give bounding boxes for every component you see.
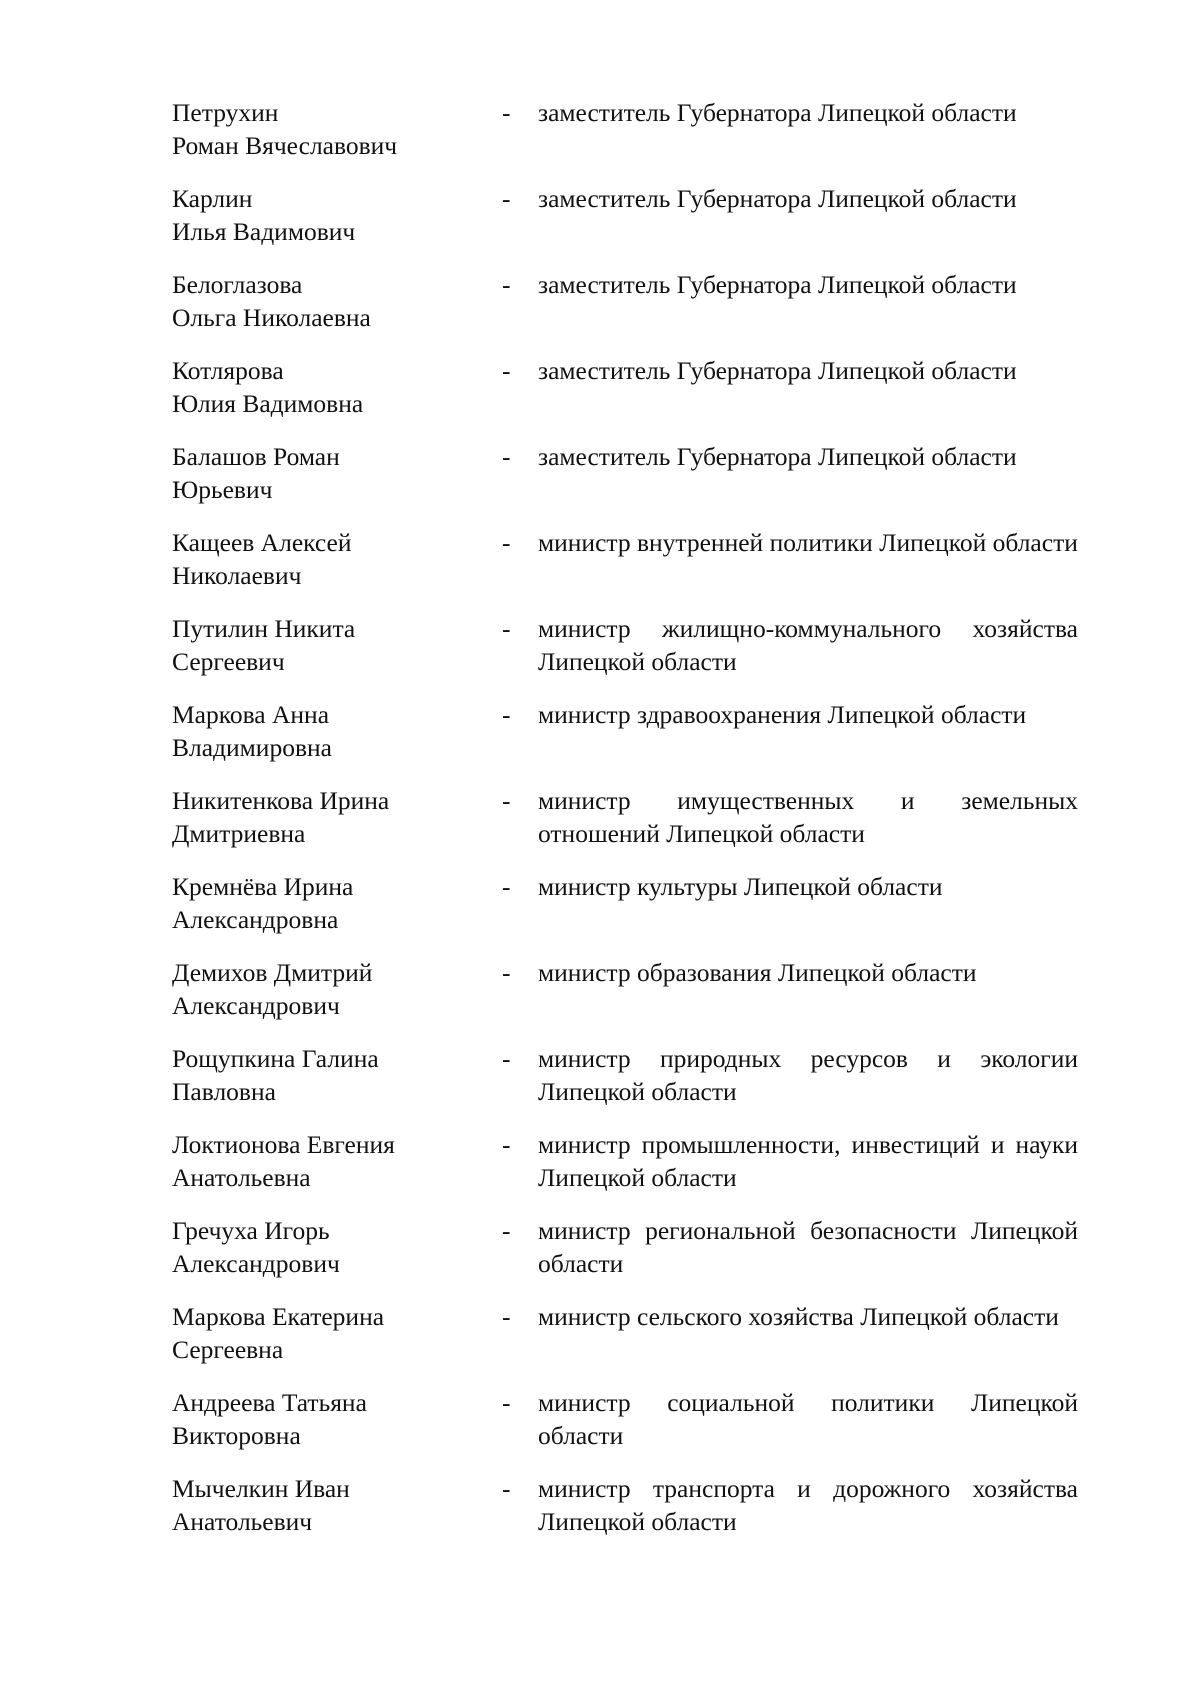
person-name <box>172 870 492 936</box>
person-name <box>172 526 492 592</box>
surname-line: Балашов Роман <box>172 442 340 471</box>
surname-line: Рощупкина Галина <box>172 1044 379 1073</box>
given-names-line: Павловна <box>172 1077 276 1106</box>
list-item <box>172 870 1078 956</box>
list-item <box>172 784 1078 870</box>
given-names-line: Сергеевич <box>172 647 285 676</box>
dash-separator: - <box>502 958 511 987</box>
person-name <box>172 698 492 764</box>
position-title: министр сельского хозяйства Липецкой области <box>538 1302 1059 1331</box>
given-names-line: Александровна <box>172 905 339 934</box>
person-name <box>172 440 492 506</box>
dash-separator: - <box>502 1216 511 1245</box>
given-names-line: Дмитриевна <box>172 819 306 848</box>
list-item <box>172 956 1078 1042</box>
position-title: министр промышленности, инвестиций и науки Липецкой области <box>538 1130 1078 1192</box>
dash-separator: - <box>502 872 511 901</box>
dash-separator: - <box>502 1302 511 1331</box>
person-name <box>172 354 492 420</box>
list-item <box>172 526 1078 612</box>
position-title: министр имущественных и земельных отношений Липецкой области <box>538 786 1078 848</box>
given-names-line: Юлия Вадимовна <box>172 389 364 418</box>
given-names-line: Александрович <box>172 991 340 1020</box>
position-title: заместитель Губернатора Липецкой области <box>538 98 1017 127</box>
dash-separator: - <box>502 1388 511 1417</box>
surname-line: Кащеев Алексей <box>172 528 352 557</box>
list-item <box>172 1042 1078 1128</box>
surname-line: Котлярова <box>172 356 284 385</box>
position-title: министр здравоохранения Липецкой области <box>538 700 1027 729</box>
given-names-line: Владимировна <box>172 733 332 762</box>
surname-line: Андреева Татьяна <box>172 1388 367 1417</box>
position-title: министр природных ресурсов и экологии Липецкой области <box>538 1044 1078 1106</box>
position-title: министр социальной политики Липецкой области <box>538 1388 1078 1450</box>
list-item <box>172 268 1078 354</box>
dash-separator: - <box>502 528 511 557</box>
given-names-line: Николаевич <box>172 561 302 590</box>
position-title: заместитель Губернатора Липецкой области <box>538 270 1017 299</box>
person-name <box>172 1386 492 1452</box>
document-page <box>172 96 1078 1558</box>
position-title: заместитель Губернатора Липецкой области <box>538 356 1017 385</box>
list-item <box>172 1386 1078 1472</box>
position-title: министр культуры Липецкой области <box>538 872 943 901</box>
list-item <box>172 612 1078 698</box>
dash-separator: - <box>502 1044 511 1073</box>
person-name <box>172 1042 492 1108</box>
position-title: министр внутренней политики Липецкой области <box>538 528 1078 557</box>
list-item <box>172 1472 1078 1558</box>
position-title: министр транспорта и дорожного хозяйства Липецкой области <box>538 1474 1078 1536</box>
position-title: заместитель Губернатора Липецкой области <box>538 442 1017 471</box>
dash-separator: - <box>502 786 511 815</box>
given-names-line: Сергеевна <box>172 1335 284 1364</box>
given-names-line: Роман Вячеславович <box>172 131 398 160</box>
position-title: министр региональной безопасности Липецкой области <box>538 1216 1078 1278</box>
position-title: министр образования Липецкой области <box>538 958 977 987</box>
list-item <box>172 698 1078 784</box>
given-names-line: Юрьевич <box>172 475 273 504</box>
surname-line: Локтионова Евгения <box>172 1130 395 1159</box>
dash-separator: - <box>502 1130 511 1159</box>
surname-line: Никитенкова Ирина <box>172 786 390 815</box>
surname-line: Путилин Никита <box>172 614 356 643</box>
person-name <box>172 1214 492 1280</box>
surname-line: Маркова Анна <box>172 700 330 729</box>
surname-line: Маркова Екатерина <box>172 1302 385 1331</box>
list-item <box>172 354 1078 440</box>
person-name <box>172 1300 492 1366</box>
given-names-line: Анатольевна <box>172 1163 311 1192</box>
surname-line: Кремнёва Ирина <box>172 872 354 901</box>
surname-line: Демихов Дмитрий <box>172 958 373 987</box>
surname-line: Гречуха Игорь <box>172 1216 330 1245</box>
dash-separator: - <box>502 356 511 385</box>
given-names-line: Ольга Николаевна <box>172 303 371 332</box>
position-title: министр жилищно-коммунального хозяйства Липецкой области <box>538 614 1078 676</box>
given-names-line: Илья Вадимович <box>172 217 356 246</box>
person-name <box>172 1128 492 1194</box>
dash-separator: - <box>502 184 511 213</box>
person-name <box>172 784 492 850</box>
person-name <box>172 612 492 678</box>
position-title: заместитель Губернатора Липецкой области <box>538 184 1017 213</box>
surname-line: Петрухин <box>172 98 279 127</box>
list-item <box>172 440 1078 526</box>
list-item <box>172 182 1078 268</box>
dash-separator: - <box>502 614 511 643</box>
dash-separator: - <box>502 1474 511 1503</box>
person-name <box>172 96 492 162</box>
given-names-line: Викторовна <box>172 1421 301 1450</box>
dash-separator: - <box>502 98 511 127</box>
list-item <box>172 96 1078 182</box>
person-name <box>172 1472 492 1538</box>
list-item <box>172 1300 1078 1386</box>
person-name <box>172 956 492 1022</box>
given-names-line: Александрович <box>172 1249 340 1278</box>
person-name <box>172 182 492 248</box>
list-item <box>172 1214 1078 1300</box>
surname-line: Карлин <box>172 184 253 213</box>
given-names-line: Анатольевич <box>172 1507 313 1536</box>
person-name <box>172 268 492 334</box>
dash-separator: - <box>502 442 511 471</box>
surname-line: Мычелкин Иван <box>172 1474 350 1503</box>
dash-separator: - <box>502 700 511 729</box>
list-item <box>172 1128 1078 1214</box>
dash-separator: - <box>502 270 511 299</box>
surname-line: Белоглазова <box>172 270 303 299</box>
